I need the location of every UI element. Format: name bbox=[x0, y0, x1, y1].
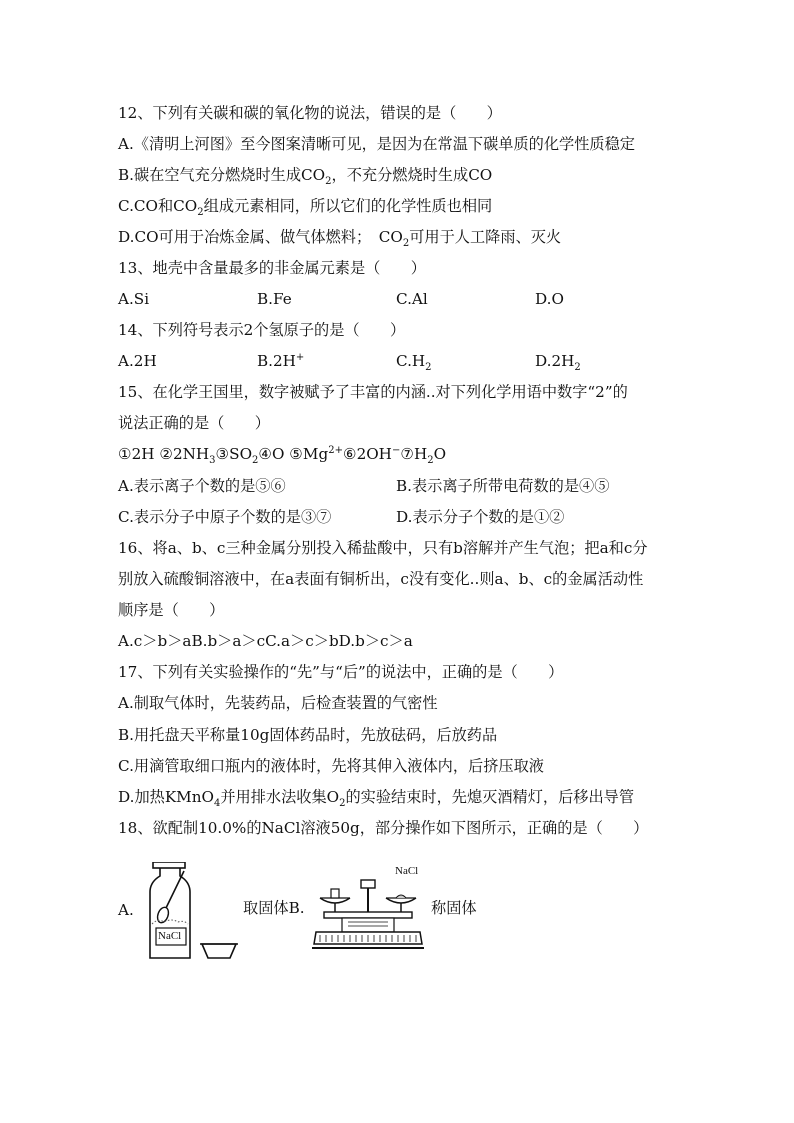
q15-stem-line1: 15、在化学王国里，数字被赋予了丰富的内涵..对下列化学用语中数字“2”的 bbox=[118, 383, 628, 401]
q12-option-b: B.碳在空气充分燃烧时生成$CO_2$，不充分燃烧时生成CO bbox=[118, 166, 493, 188]
q17-option-c: C.用滴管取细口瓶内的液体时，先将其伸入液体内，后挤压取液 bbox=[118, 757, 544, 775]
q17-stem: 17、下列有关实验操作的“先”与“后”的说法中，正确的是（ ） bbox=[118, 663, 564, 681]
q14-stem: 14、下列符号表示2个氢原子的是（ ） bbox=[118, 321, 406, 339]
q17-option-d: D.加热KMnO$_4$并用排水法收集$O_2$的实验结束时，先熄灭酒精灯，后移出导管 bbox=[118, 788, 635, 810]
q15-option-c: C.表示分子中原子个数的是③⑦ bbox=[118, 508, 332, 526]
q14-option-c: $C.H_2$ bbox=[396, 352, 432, 374]
q18-option-a-caption: 取固体B. bbox=[243, 899, 305, 917]
q13-stem: 13、地壳中含量最多的非金属元素是（ ） bbox=[118, 259, 426, 277]
q15-symbol-list: ①2H $②2NH_3③SO_2④O$ $⑤Mg^{2+}⑥2OH^-⑦H_2O$ bbox=[118, 444, 447, 467]
q16-options: A.c＞b＞aB.b＞a＞cC.a＞c＞bD.b＞c＞a bbox=[118, 632, 413, 650]
q18-stem: 18、欲配制10.0%的NaCl溶液50g，部分操作如下图所示，正确的是（ ） bbox=[118, 819, 649, 837]
q14-option-d: $D.2H_2$ bbox=[535, 352, 581, 374]
q14-option-b: B.2H+ bbox=[257, 351, 305, 370]
q16-stem-line3: 顺序是（ ） bbox=[118, 601, 225, 619]
bottle-label-text: NaCl bbox=[158, 930, 182, 942]
q12-option-a: A.《清明上河图》至今图案清晰可见，是因为在常温下碳单质的化学性质稳定 bbox=[118, 135, 635, 153]
q13-option-c: C.Al bbox=[396, 290, 428, 308]
q12-option-d: D.CO可用于冶炼金属、做气体燃料； $CO_2$可用于人工降雨、灭火 bbox=[118, 228, 562, 250]
q15-stem-line2: 说法正确的是（ ） bbox=[118, 414, 270, 432]
q18-option-a-label: A. bbox=[118, 901, 134, 919]
q13-option-b: B.Fe bbox=[257, 290, 292, 308]
q16-stem-line1: 16、将a、b、c三种金属分别投入稀盐酸中，只有b溶解并产生气泡；把a和c分 bbox=[118, 539, 648, 557]
q12-option-c: C.CO和$CO_2$组成元素相同，所以它们的化学性质也相同 bbox=[118, 197, 493, 219]
q14-option-a: A.2H bbox=[118, 352, 157, 370]
q17-option-b: B.用托盘天平称量10g固体药品时，先放砝码，后放药品 bbox=[118, 726, 498, 744]
q16-stem-line2: 别放入硫酸铜溶液中，在a表面有铜析出，c没有变化..则a、b、c的金属活动性 bbox=[118, 570, 644, 588]
balance-label-text: NaCl bbox=[395, 865, 419, 877]
reagent-bottle-illustration bbox=[138, 862, 250, 964]
q15-option-a: A.表示离子个数的是⑤⑥ bbox=[118, 477, 286, 495]
q17-option-a: A.制取气体时，先装药品，后检查装置的气密性 bbox=[118, 694, 438, 712]
q12-stem: 12、下列有关碳和碳的氧化物的说法，错误的是（ ） bbox=[118, 104, 502, 122]
balance-illustration bbox=[310, 878, 426, 956]
q13-option-d: D.O bbox=[535, 290, 564, 308]
q18-option-b-caption: 称固体 bbox=[431, 899, 477, 917]
q13-option-a: A.Si bbox=[118, 290, 150, 308]
q15-option-d: D.表示分子个数的是①② bbox=[396, 508, 565, 526]
q15-option-b: B.表示离子所带电荷数的是④⑤ bbox=[396, 477, 610, 495]
